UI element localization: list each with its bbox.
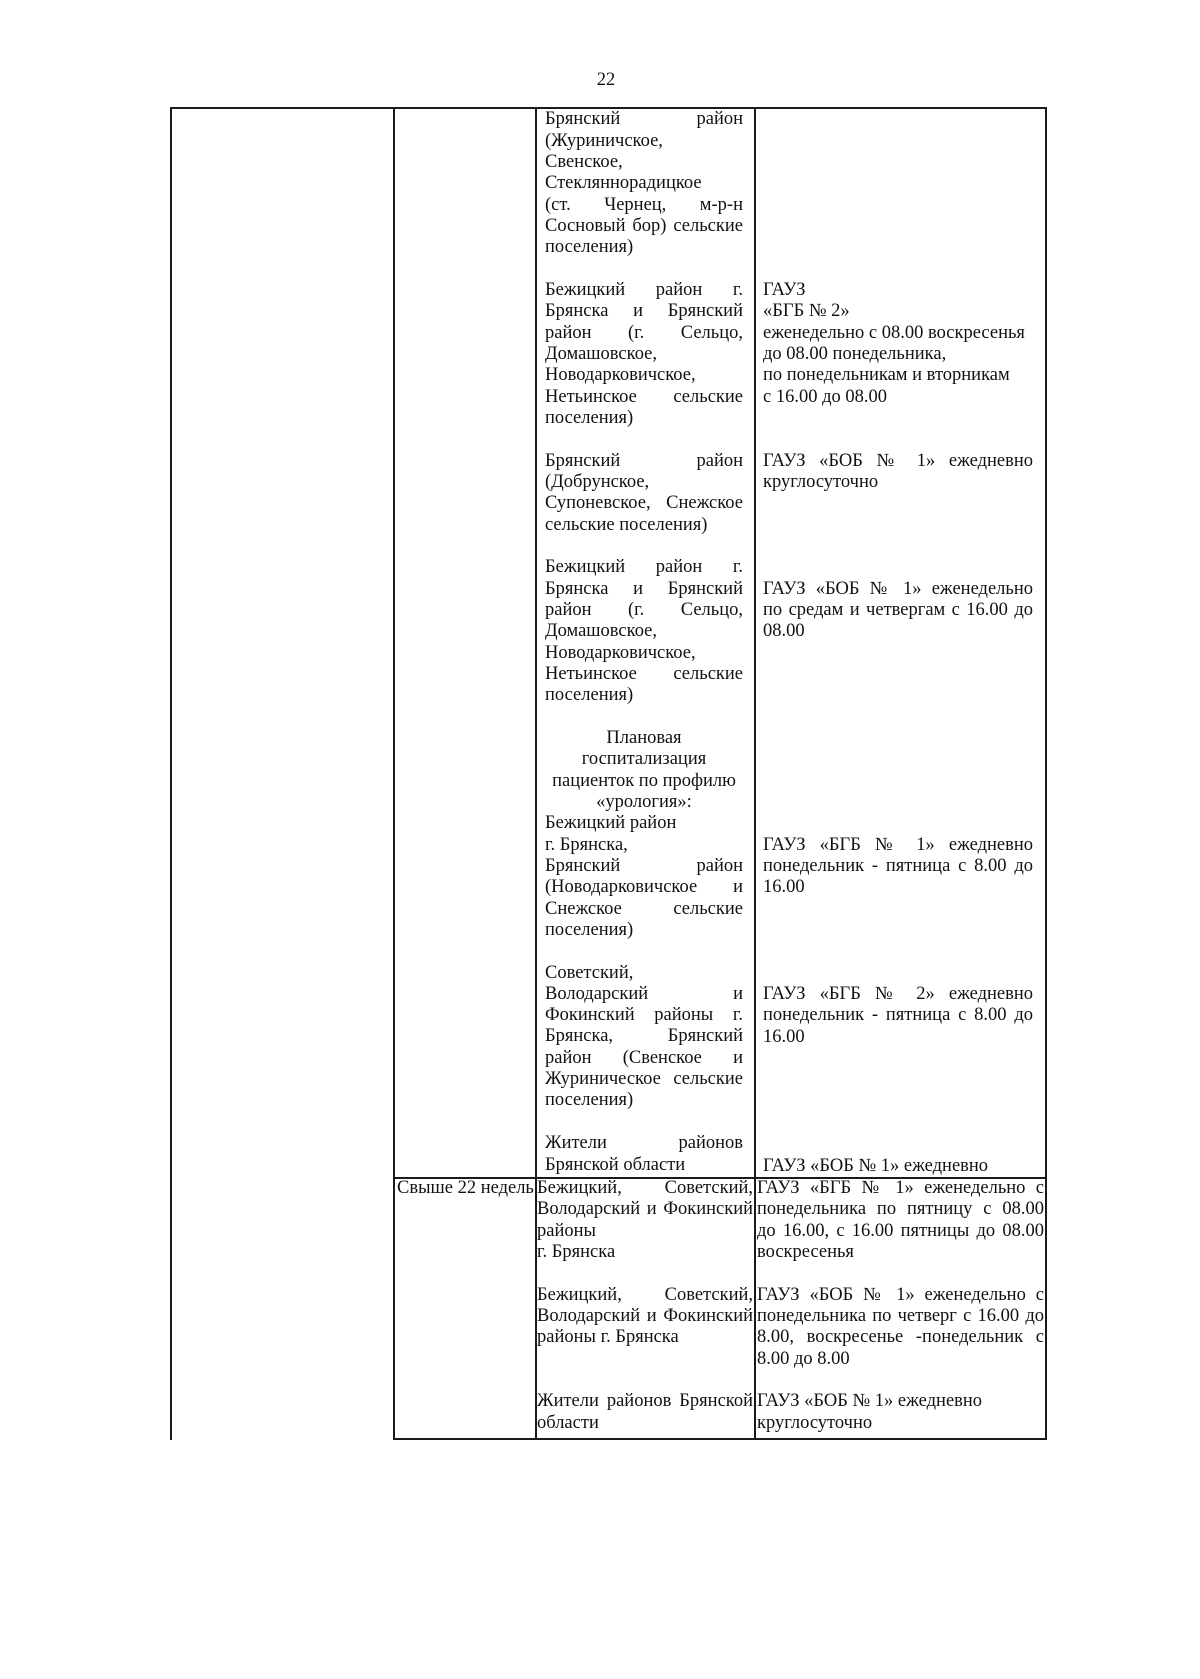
district-line: Брянска, Брянский [545,1026,743,1047]
hospital-line: еженедельно с 08.00 воскресенья [763,322,1025,343]
district-line: Брянский район [545,450,743,471]
district-cell [537,1285,753,1349]
hospital-cell [763,579,1033,643]
hospital-cell [763,984,1033,1048]
district-line: поселения) [545,685,634,706]
hospital-cell [763,1156,1033,1177]
hospital-cell [763,835,1033,899]
district-line: поселения) [545,407,634,428]
district-cell [537,1178,753,1263]
hospital-cell [757,1391,1044,1434]
hospital-line: ГАУЗ [763,280,806,300]
hospital-line: по понедельникам и вторникам [763,365,1010,386]
district-line: Володарский и Фокинский [537,1306,753,1327]
hospital-line: 8.00, воскресенье -понедельник с [757,1327,1044,1348]
hospital-line: 08.00 [763,621,805,642]
district-cell [537,1391,753,1434]
district-cell [545,728,743,941]
district-line: (Журиничское, [545,130,663,151]
district-line: Бежицкий, Советский, [537,1284,753,1305]
district-line: район (Свенское и [545,1047,743,1068]
hospital-line: ГАУЗ «БОБ № 1» еженедельно с [757,1284,1044,1305]
district-line: Домашовское, [545,343,658,364]
hospital-cell [763,280,1033,408]
district-line: Брянской области [545,1154,686,1175]
gestation-term: Свыше 22 недель [397,1178,534,1198]
district-line: сельские поселения) [545,514,708,535]
district-line: Брянска и Брянский [545,578,743,599]
district-line: районы г. Брянска [537,1327,679,1348]
section-heading-line: Плановая [606,727,682,748]
hospital-line: ГАУЗ «БОБ № 1» ежедневно [763,450,1033,471]
hospital-line: ГАУЗ «БГБ № 1» еженедельно с [757,1178,1044,1198]
district-cell [545,557,743,706]
district-line: Жители районов Брянской [537,1391,753,1412]
hospital-line: ГАУЗ «БГБ № 2» ежедневно [763,983,1033,1004]
district-line: Нетьинское сельские [545,663,743,684]
hospital-cell [757,1285,1044,1370]
hospital-line: 16.00 [763,877,805,898]
district-line: Новодарковичское, [545,365,696,386]
hospital-line: ГАУЗ «БГБ № 1» ежедневно [763,834,1033,855]
hospital-line: понедельник - пятница с 8.00 до [763,1005,1033,1026]
hospital-line: с 16.00 до 08.00 [763,386,887,407]
hospital-line: ГАУЗ «БОБ № 1» еженедельно [763,578,1033,599]
district-line: Брянска и Брянский [545,301,743,322]
hospital-cell [757,1178,1044,1263]
district-cell [545,109,743,258]
district-line: район (г. Сельцо, [545,322,743,343]
district-line: Брянский район [545,109,743,130]
district-line: Свенское, [545,151,623,172]
table-right-border [1045,108,1047,1440]
district-line: Брянский район [545,855,743,876]
district-line: Журиническое сельские [545,1069,743,1090]
district-line: (ст. Чернец, м-р-н [545,194,743,215]
district-line: район (г. Сельцо, [545,599,743,620]
district-cell [545,451,743,536]
district-line: Новодарковичское, [545,642,696,663]
district-cell [545,1133,743,1176]
district-line: (Добрунское, [545,471,650,492]
page-number: 22 [596,70,616,90]
district-line: Бежицкий, Советский, [537,1178,753,1198]
district-line: Сосновый бор) сельские [545,215,743,236]
hospital-line: воскресенья [757,1241,854,1262]
hospital-line: 8.00 до 8.00 [757,1348,850,1369]
district-line: Бежицкий район г. [545,557,743,578]
district-line: Нетьинское сельские [545,386,743,407]
hospital-line: круглосуточно [763,471,879,492]
table-bottom-border [393,1438,1047,1440]
column-divider [393,107,395,1440]
district-cell [545,963,743,1112]
column-divider [754,107,756,1440]
hospital-line: «БГБ № 2» [763,301,850,322]
district-line: Снежское сельские [545,898,743,919]
district-line: Стекляннорадицкое [545,173,702,194]
district-line: Фокинский районы г. [545,1005,743,1026]
district-line: г. Брянска, [545,834,628,855]
district-line: Володарский и [545,983,743,1004]
district-line: районы [537,1220,596,1241]
hospital-line: понедельника по пятницу с 08.00 [757,1199,1044,1220]
hospital-line: понедельника по четверг с 16.00 до [757,1306,1044,1327]
hospital-line: до 16.00, с 16.00 пятницы до 08.00 [757,1220,1044,1241]
district-line: Бежицкий район [545,813,677,834]
district-line: поселения) [545,919,634,940]
hospital-line: по средам и четвергам с 16.00 до [763,599,1033,620]
hospital-line: понедельник - пятница с 8.00 до [763,855,1033,876]
district-line: Супоневское, Снежское [545,493,743,514]
table-left-border [170,107,172,1440]
section-heading-line: «урология»: [596,791,692,812]
district-line: Бежицкий район г. [545,280,743,300]
district-line: области [537,1412,599,1433]
district-line: Володарский и Фокинский [537,1199,753,1220]
hospital-cell [763,451,1033,494]
district-line: Домашовское, [545,621,658,642]
hospital-line: ГАУЗ «БОБ № 1» ежедневно [763,1155,989,1176]
hospital-line: круглосуточно [757,1412,873,1433]
district-line: поселения) [545,1090,634,1111]
district-cell [545,280,743,429]
district-line: поселения) [545,237,634,258]
district-line: г. Брянска [537,1241,616,1262]
hospital-line: 16.00 [763,1026,805,1047]
district-line: Жители районов [545,1133,743,1154]
section-heading-line: пациенток по профилю [552,770,736,791]
district-line: (Новодарковичское и [545,877,743,898]
district-line: Советский, [545,962,634,983]
section-heading-line: госпитализация [581,749,707,770]
hospital-line: до 08.00 понедельника, [763,343,947,364]
hospital-line: ГАУЗ «БОБ № 1» ежедневно [757,1391,983,1412]
